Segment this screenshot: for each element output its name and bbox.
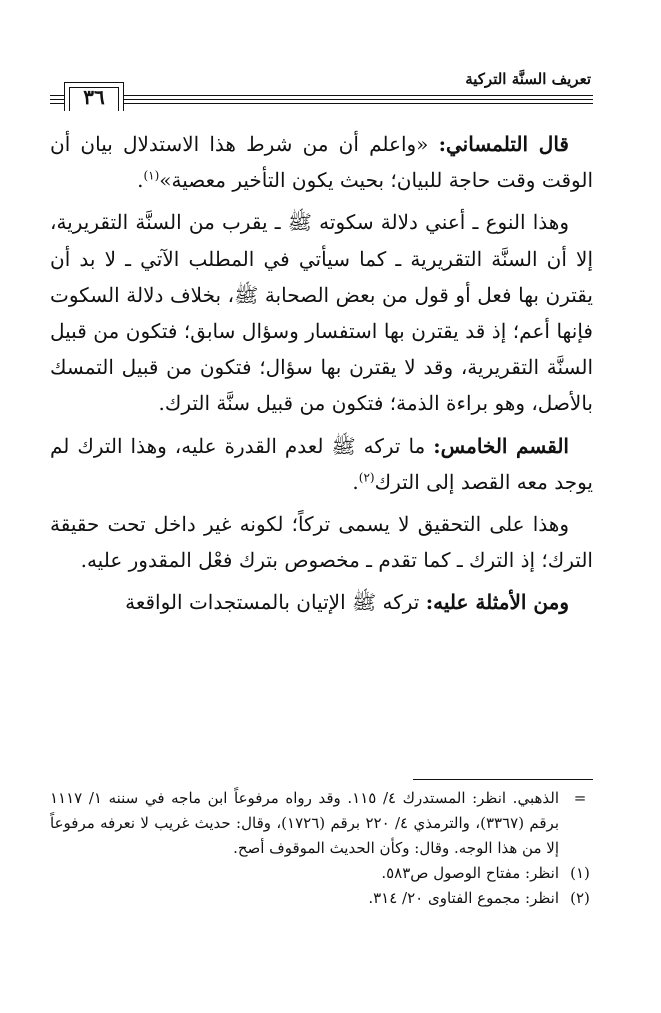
footnote-ref[interactable]: (١) (143, 168, 160, 183)
footnote-1 (50, 861, 593, 886)
footnote-mark: (٢) (570, 889, 590, 907)
paragraph-text: تركه ﷺ الإتيان بالمستجدات الواقعة (125, 590, 426, 615)
paragraph (50, 584, 593, 620)
paragraph (50, 204, 593, 421)
paragraph-lead: القسم الخامس: (433, 433, 569, 458)
page-number: ٣٦ (64, 82, 124, 111)
paragraph-lead: ومن الأمثلة عليه: (425, 590, 569, 615)
main-text (50, 126, 593, 627)
paragraph-text: وهذا النوع ـ أعني دلالة سكوته ﷺ ـ يقرب من السنَّة التقريرية، إلا أن السنَّة التقريرية ـ كما سيأتي في المطلب الآتي ـ لا بد أن يقترن بها فعل أو قول من بعض الصحابة ﷺ، بخلاف دلالة السكوت فإنها أعم؛ إذ قد يقترن بها استفسار وسؤال سابق؛ فتكون من قبيل السنَّة التقريرية، وقد لا يقترن بها سؤال؛ فتكون من قبيل التمسك بالأصل، وهو براءة الذمة؛ فتكون من قبيل سنَّة الترك. (50, 210, 593, 416)
paragraph-text: ما تركه ﷺ لعدم القدرة عليه، وهذا الترك لم يوجد معه القصد إلى الترك (50, 433, 593, 494)
footnotes (50, 786, 593, 911)
footnote-mark: (١) (570, 864, 590, 882)
running-title: تعريف السنَّة التركية (465, 70, 591, 88)
footnote-text: الذهبي. انظر: المستدرك ٤/ ١١٥. وقد رواه مرفوعاً ابن ماجه في سننه ١/ ١١١٧ برقم (٣٣٦٧)، والترمذي ٤/ ٢٢٠ برقم (١٧٢٦)، وقال: حديث غريب لا نعرفه مرفوعاً إلا من هذا الوجه. وقال: وكأن الحديث الموقوف أصح. (50, 789, 559, 857)
header-rule (50, 95, 593, 96)
footnote-2 (50, 886, 593, 911)
header-rule (50, 99, 593, 100)
footnote-continued (50, 786, 593, 861)
footnote-ref[interactable]: (٢) (358, 470, 375, 485)
paragraph (50, 506, 593, 578)
paragraph (50, 126, 593, 198)
footnote-text: انظر: مفتاح الوصول ص٥٨٣. (381, 864, 559, 882)
paragraph-text: وهذا على التحقيق لا يسمى تركاً؛ لكونه غير داخل تحت حقيقة الترك؛ إذ الترك ـ كما تقدم ـ مخصوص بترك فعْل المقدور عليه. (50, 512, 593, 573)
book-page (50, 0, 593, 1013)
paragraph-lead: قال التلمساني: (438, 132, 569, 156)
footnote-separator (413, 779, 593, 780)
paragraph (50, 428, 593, 500)
footnote-mark: = (573, 789, 587, 807)
footnote-text: انظر: مجموع الفتاوى ٢٠/ ٣١٤. (368, 889, 559, 907)
paragraph-tail: . (137, 168, 144, 193)
paragraph-text: «واعلم أن من شرط هذا الاستدلال بيان أن الوقت وقت حاجة للبيان؛ بحيث يكون التأخير معصية» (50, 132, 593, 193)
header-rule (50, 103, 593, 104)
paragraph-tail: . (352, 469, 359, 494)
